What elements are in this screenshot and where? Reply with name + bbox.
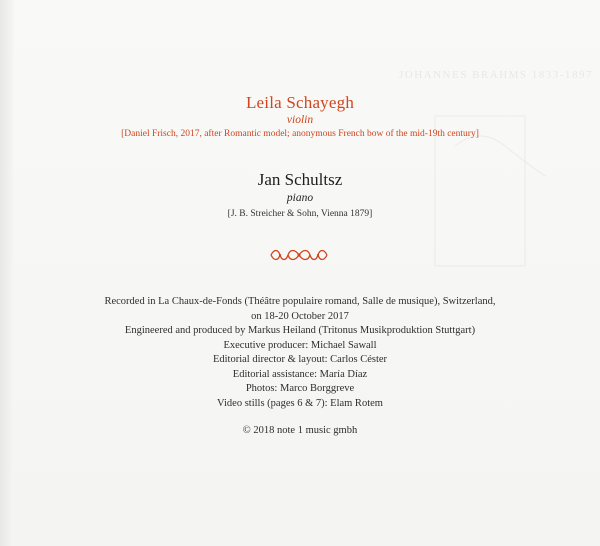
page-spine-shadow xyxy=(0,0,14,546)
performer-1-instrument: violin xyxy=(286,114,314,126)
credit-line: Video stills (pages 6 & 7): Elam Rotem xyxy=(217,397,383,409)
credit-line: Photos: Marco Borggreve xyxy=(245,383,355,394)
copyright-notice: © 2018 note 1 music gmbh xyxy=(242,425,358,436)
performer-1-name: Leila Schayegh xyxy=(245,93,355,112)
fleuron-ornament-icon xyxy=(268,247,330,263)
performer-2-name: Jan Schultsz xyxy=(257,170,343,189)
credit-line: Engineered and produced by Markus Heiland (Tritonus Musikproduktion Stuttgart) xyxy=(124,325,476,336)
ghost-text: JOHANNES BRAHMS 1833-1897 xyxy=(399,69,593,81)
credit-line: Editorial assistance: María Díaz xyxy=(232,368,368,380)
credit-line: Editorial director & layout: Carlos Céster xyxy=(212,354,388,365)
performer-2-instrument: piano xyxy=(286,192,314,204)
credit-line: on 18-20 October 2017 xyxy=(251,310,349,322)
production-credits xyxy=(0,295,600,411)
performer-1-details: [Daniel Frisch, 2017, after Romantic model; anonymous French bow of the mid-19th century] xyxy=(121,129,479,139)
performer-2-details: [J. B. Streicher & Sohn, Vienna 1879] xyxy=(227,209,373,219)
credit-line: Executive producer: Michael Sawall xyxy=(223,339,377,351)
credit-line: Recorded in La Chaux-de-Fonds (Théâtre populaire romand, Salle de musique), Switzerland, xyxy=(104,296,496,307)
